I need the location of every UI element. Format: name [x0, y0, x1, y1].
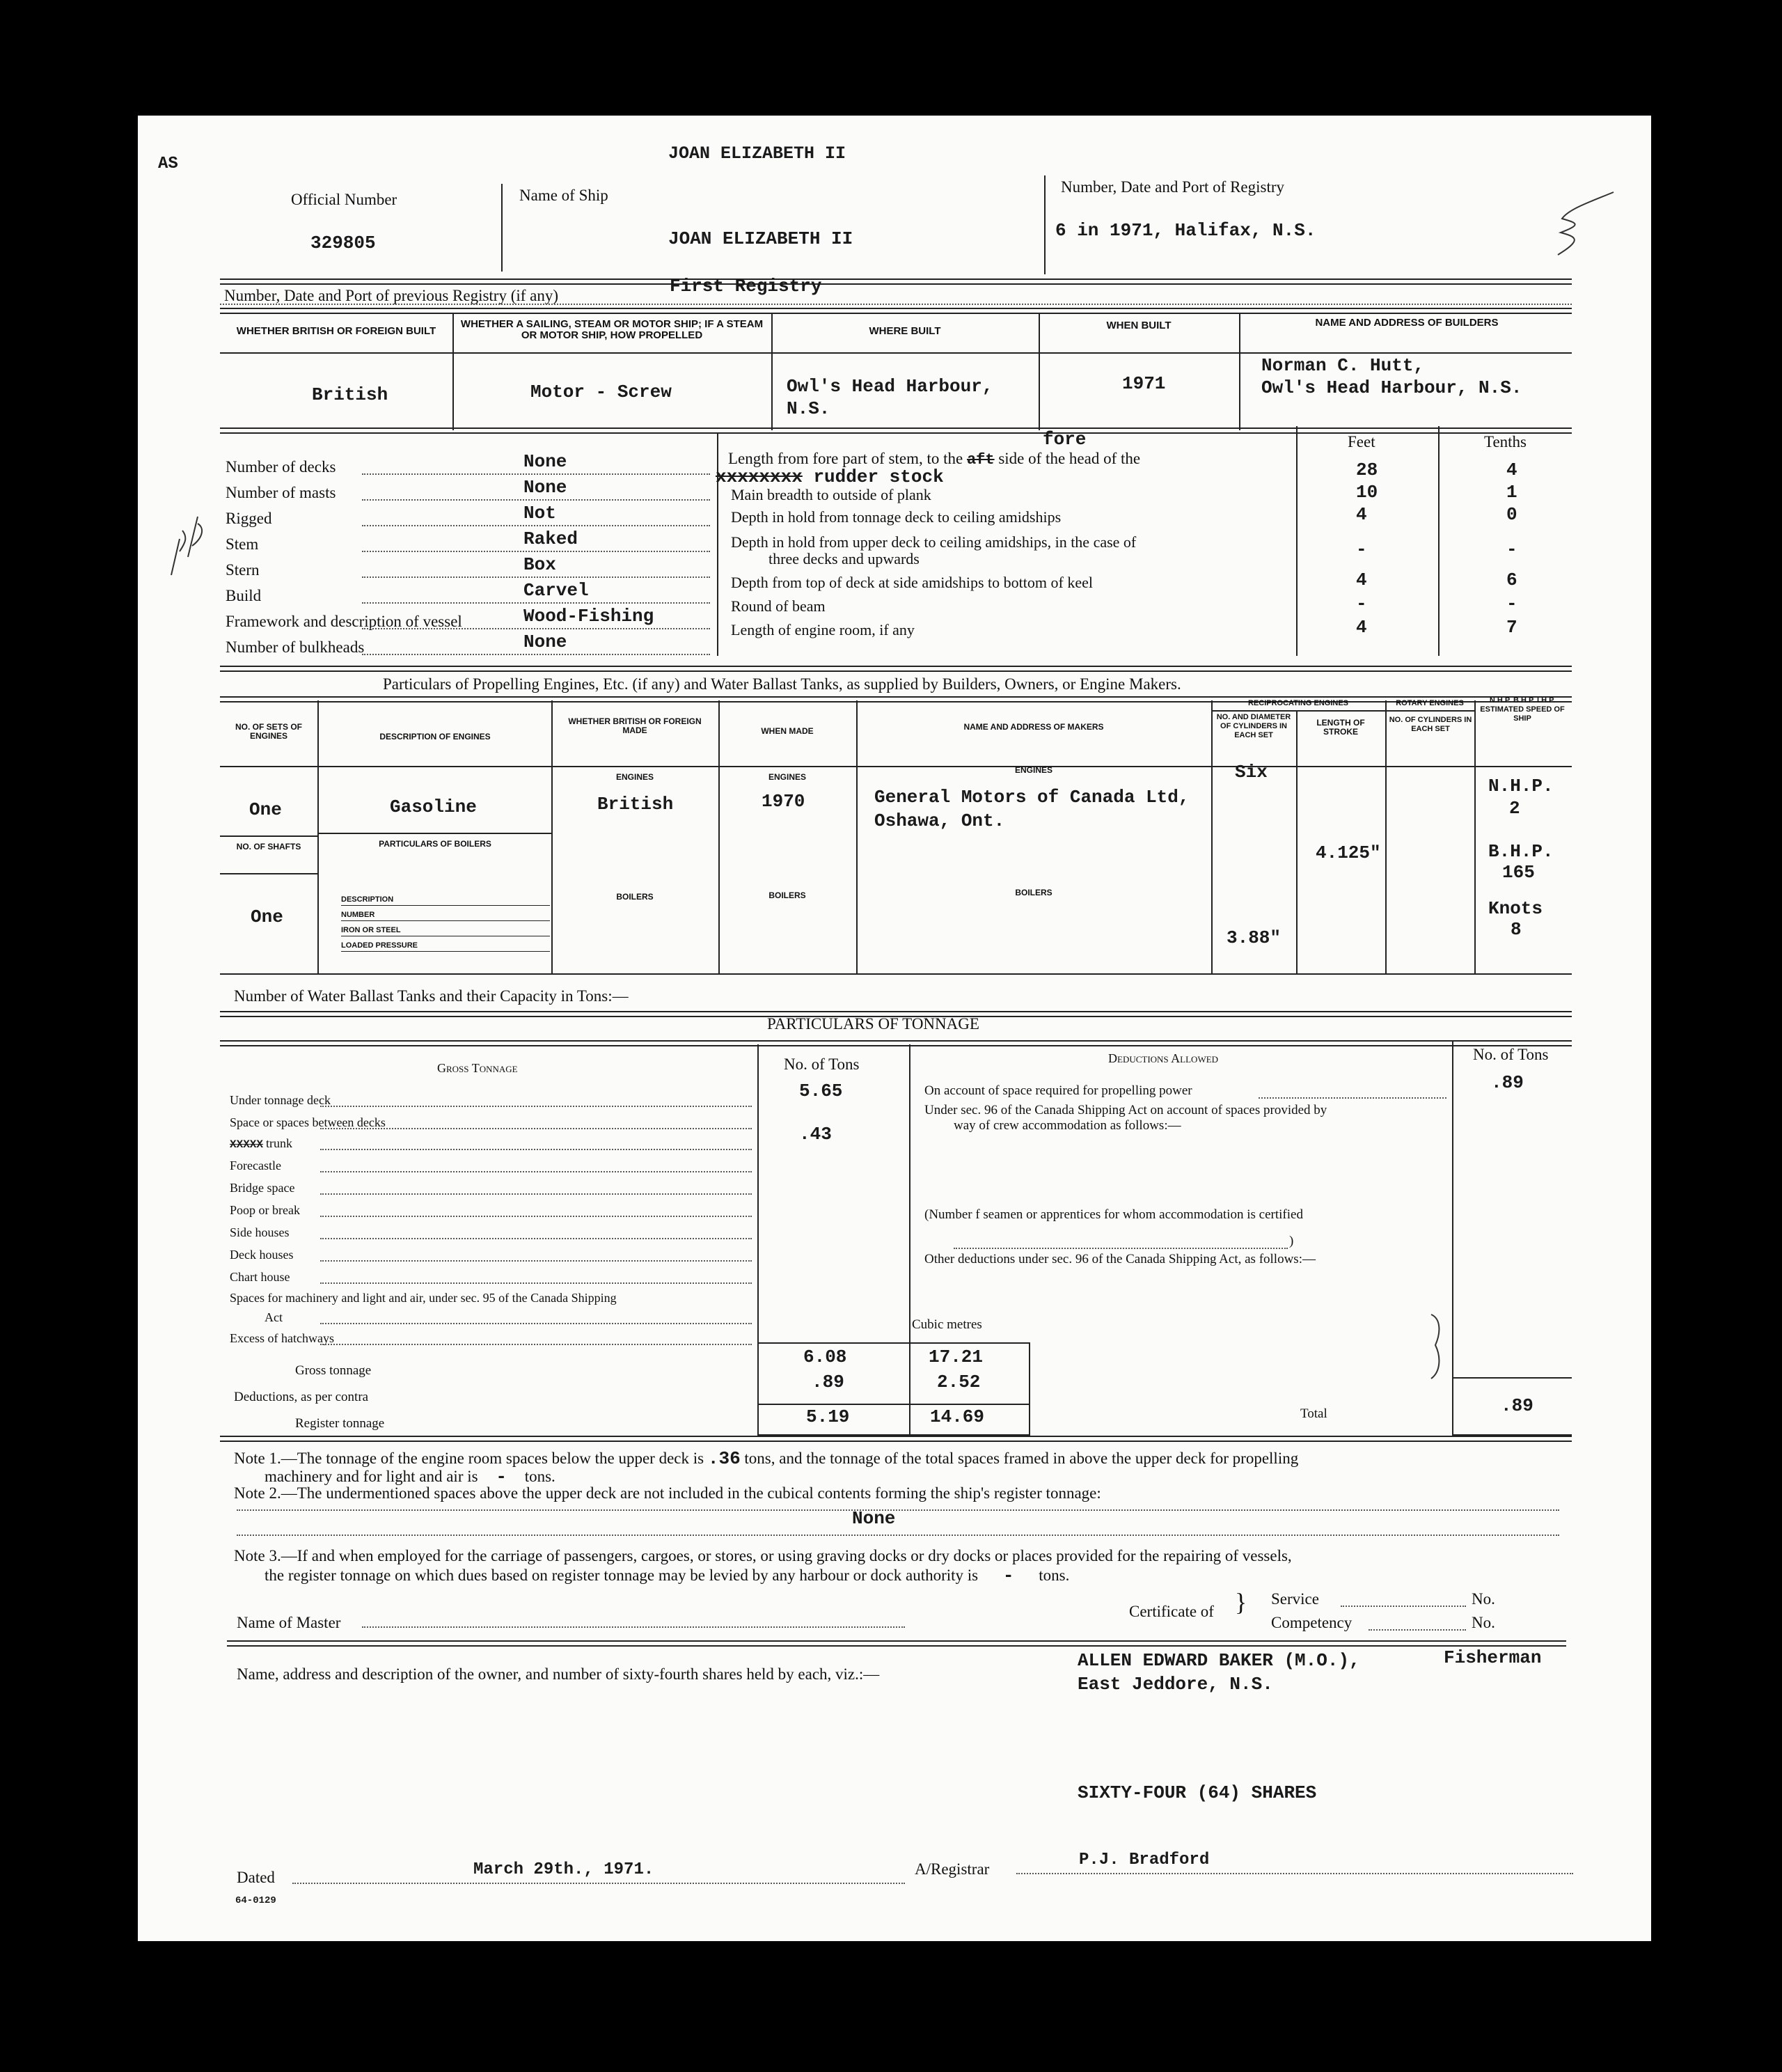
header-rotary: ROTARY ENGINES — [1396, 699, 1464, 707]
tonnage-title: PARTICULARS OF TONNAGE — [767, 1015, 979, 1033]
header-sets: NO. OF SETS OF ENGINES — [235, 722, 302, 741]
nhp: 2 — [1509, 798, 1520, 819]
deduct-label: Deductions, as per contra — [234, 1390, 369, 1404]
header-cylinders-diameter: NO. AND DIAMETER OF CYLINDERS IN EACH SET — [1216, 713, 1291, 739]
engine-british: British — [597, 794, 674, 815]
ballast-label: Number of Water Ballast Tanks and their Capacity in Tons:— — [234, 987, 629, 1005]
header-british: WHETHER BRITISH OR FOREIGN MADE — [568, 716, 702, 735]
service-label: Service — [1271, 1590, 1319, 1608]
gross-row-label: Excess of hatchways — [230, 1331, 334, 1345]
brace-mark — [1426, 1312, 1446, 1381]
particular-value: Not — [523, 503, 556, 524]
note1-text-d: tons. — [524, 1468, 555, 1485]
handwritten-mark — [1548, 188, 1625, 265]
particular-value: None — [523, 631, 567, 652]
dimension-feet: 4 — [1356, 570, 1367, 590]
length-strike-2 — [716, 466, 944, 487]
dotted-line — [320, 1128, 752, 1129]
dimension-tenths: 0 — [1506, 504, 1517, 525]
gross-row-label: Bridge space — [230, 1181, 295, 1195]
british-built: British — [312, 384, 388, 405]
dotted-line — [362, 499, 710, 501]
knots: 8 — [1511, 919, 1522, 940]
cylinders: Six — [1235, 762, 1268, 783]
sub-boilers-british: BOILERS — [616, 892, 654, 902]
gross-label: Gross tonnage — [295, 1363, 372, 1378]
header-builders: NAME AND ADDRESS OF BUILDERS — [1315, 317, 1499, 329]
particular-label: Build — [226, 587, 262, 604]
ded-propelling: On account of space required for propelling power — [924, 1083, 1192, 1098]
particular-value: Box — [523, 554, 556, 575]
boiler-field-label: DESCRIPTION — [341, 895, 394, 904]
dimension-feet: 10 — [1356, 482, 1378, 503]
previous-registry-label: Number, Date and Port of previous Registry (if any) — [224, 287, 559, 304]
total-label: Total — [1300, 1406, 1327, 1421]
competency-label: Competency — [1271, 1614, 1353, 1631]
deductions-header: Deductions Allowed — [1108, 1051, 1219, 1065]
header-shafts: NO. OF SHAFTS — [236, 842, 301, 851]
dimension-feet: - — [1356, 593, 1367, 614]
register-cubic: 14.69 — [930, 1406, 985, 1427]
dotted-line — [320, 1106, 752, 1107]
length-label-1: Length from fore part of stem, to the — [728, 450, 963, 467]
particular-value: Wood-Fishing — [523, 606, 654, 627]
official-number-label: Official Number — [291, 191, 397, 208]
header-power-speed: N.H.P. B.H.P. I.H.P. ESTIMATED SPEED OF SHIP — [1480, 696, 1565, 723]
dotted-line — [320, 1260, 752, 1262]
deduct-cubic: 2.52 — [937, 1372, 981, 1392]
dotted-line — [320, 1282, 752, 1284]
header-makers: NAME AND ADDRESS OF MAKERS — [963, 722, 1104, 732]
builder-1: Norman C. Hutt, — [1261, 355, 1425, 376]
particular-value: None — [523, 451, 567, 472]
length-label — [728, 450, 1140, 469]
bhp-label: B.H.P. — [1488, 841, 1554, 862]
diameter: 3.88" — [1227, 927, 1282, 948]
dotted-line — [320, 1323, 752, 1324]
rudder-strike: xxxxxxxx — [716, 466, 803, 487]
engine-when: 1970 — [762, 791, 805, 812]
form-number: 64-0129 — [235, 1895, 276, 1906]
master-label: Name of Master — [237, 1614, 341, 1631]
dimension-tenths: 7 — [1506, 617, 1517, 638]
particular-value: None — [523, 477, 567, 498]
note1-text-c: machinery and for light and air is — [265, 1468, 478, 1485]
length-label-2: side of the head of the — [998, 450, 1141, 467]
note2-value: None — [852, 1508, 896, 1529]
boiler-field-label: LOADED PRESSURE — [341, 941, 418, 950]
tons-header-right: No. of Tons — [1473, 1046, 1549, 1063]
note3-value: - — [1002, 1565, 1014, 1586]
where-built-2: N.S. — [787, 398, 830, 419]
ship-name: JOAN ELIZABETH II — [668, 228, 853, 249]
note1-value: .36 — [707, 1448, 741, 1469]
registry-value: 6 in 1971, Halifax, N.S. — [1055, 220, 1316, 241]
dotted-line — [320, 1171, 752, 1172]
dimension-feet: 4 — [1356, 617, 1367, 638]
dimension-tenths: - — [1506, 539, 1517, 560]
note1-text-b: tons, and the tonnage of the total spaces framed in above the upper deck for propelling — [744, 1450, 1299, 1467]
gross-row-label-2: Act — [265, 1310, 283, 1324]
gross-row-label: Chart house — [230, 1270, 290, 1284]
dimension-feet: - — [1356, 539, 1367, 560]
dotted-line — [320, 1238, 752, 1239]
dotted-line — [362, 602, 710, 604]
boiler-field-label: NUMBER — [341, 911, 375, 919]
registrar-value: P.J. Bradford — [1079, 1851, 1210, 1869]
dated-value: March 29th., 1971. — [473, 1860, 654, 1879]
dotted-line — [362, 576, 710, 578]
registry-label: Number, Date and Port of Registry — [1061, 178, 1285, 196]
nhp-label: N.H.P. — [1488, 776, 1554, 796]
builder-2: Owl's Head Harbour, N.S. — [1261, 377, 1522, 398]
dimension-label: Round of beam — [731, 597, 826, 615]
header-reciprocating: RECIPROCATING ENGINES — [1247, 699, 1349, 707]
particular-label: Framework and description of vessel — [226, 613, 462, 630]
header-ship-name: JOAN ELIZABETH II — [668, 143, 846, 164]
header-description: DESCRIPTION OF ENGINES — [379, 732, 491, 741]
sub-boilers-when: BOILERS — [768, 890, 806, 900]
dimension-feet: 4 — [1356, 504, 1367, 525]
dimension-tenths: 4 — [1506, 460, 1517, 480]
particular-label: Stem — [226, 535, 259, 553]
ded-other: Other deductions under sec. 96 of the Canada Shipping Act, as follows:— — [924, 1252, 1316, 1266]
owner-address: East Jeddore, N.S. — [1078, 1674, 1273, 1695]
dotted-line — [320, 1193, 752, 1195]
boiler-field-line — [341, 920, 550, 921]
dimension-label: Depth from top of deck at side amidships to bottom of keel — [731, 574, 1093, 591]
certificate-label: Certificate of — [1129, 1603, 1214, 1620]
tenths-header: Tenths — [1484, 433, 1527, 450]
official-number: 329805 — [310, 233, 376, 253]
header-where-built: WHERE BUILT — [869, 325, 941, 337]
shares: SIXTY-FOUR (64) SHARES — [1078, 1782, 1317, 1803]
particular-label: Number of bulkheads — [226, 638, 365, 656]
ded-seamen-close: ) — [1289, 1234, 1294, 1248]
ship-name-label: Name of Ship — [519, 187, 608, 204]
ded-crew-1: Under sec. 96 of the Canada Shipping Act on account of spaces provided by — [924, 1103, 1327, 1117]
dimension-tenths: 6 — [1506, 570, 1517, 590]
dimension-label: Length of engine room, if any — [731, 621, 915, 638]
shafts: One — [251, 907, 283, 927]
gross-header: Gross Tonnage — [437, 1061, 518, 1075]
when-built: 1971 — [1122, 373, 1166, 394]
owner-occupation: Fisherman — [1444, 1647, 1542, 1668]
feet-header: Feet — [1348, 433, 1375, 450]
dimension-tenths: 1 — [1506, 482, 1517, 503]
corner-mark: AS — [158, 155, 178, 173]
gross-row-label: Deck houses — [230, 1248, 294, 1262]
boiler-field-label: IRON OR STEEL — [341, 926, 401, 934]
dotted-line — [362, 628, 710, 629]
gross-row-label: Under tonnage deck — [230, 1093, 331, 1107]
total-value: .89 — [1501, 1395, 1533, 1416]
sub-boilers-makers: BOILERS — [1015, 888, 1052, 897]
sub-engines-makers: ENGINES — [1014, 765, 1052, 775]
gross-row-label: Poop or break — [230, 1203, 300, 1217]
note3-text-c: tons. — [1039, 1567, 1070, 1584]
header-cylinders-rotary: NO. OF CYLINDERS IN EACH SET — [1389, 716, 1472, 733]
sub-engines-when: ENGINES — [768, 772, 806, 782]
dotted-line — [362, 525, 710, 526]
header-boilers: PARTICULARS OF BOILERS — [379, 839, 491, 849]
registrar-label: A/Registrar — [915, 1860, 990, 1878]
boiler-field-line — [341, 905, 550, 906]
dotted-line — [320, 1344, 752, 1345]
dimension-label-2: three decks and upwards — [768, 550, 920, 567]
gross-row-label: Spaces for machinery and light and air, under sec. 95 of the Canada Shipping — [230, 1291, 617, 1305]
owner-label: Name, address and description of the owner, and number of sixty-fourth shares held by each, viz.:— — [237, 1665, 880, 1683]
maker-1: General Motors of Canada Ltd, — [874, 787, 1190, 808]
note-3: Note 3.—If and when employed for the carriage of passengers, cargoes, or stores, or using graving docks or dry docks or places provided for the repairing of vessels, — [234, 1547, 1292, 1564]
dotted-line — [320, 1149, 752, 1150]
owner-name: ALLEN EDWARD BAKER (M.O.), — [1078, 1650, 1360, 1671]
gross-row-label: Forecastle — [230, 1159, 281, 1172]
maker-2: Oshawa, Ont. — [874, 810, 1005, 831]
register-tons: 5.19 — [806, 1406, 850, 1427]
note-2: Note 2.—The undermentioned spaces above the upper deck are not included in the cubical contents forming the ship's register tonnage: — [234, 1484, 1101, 1502]
propulsion: Motor - Screw — [530, 382, 672, 402]
knots-label: Knots — [1488, 898, 1543, 919]
dimension-feet: 28 — [1356, 460, 1378, 480]
particular-label: Number of masts — [226, 484, 336, 501]
particular-label: Number of decks — [226, 458, 336, 476]
dimension-label: Depth in hold from tonnage deck to ceiling amidships — [731, 508, 1062, 526]
note-3b — [265, 1565, 1069, 1586]
competency-no: No. — [1472, 1614, 1495, 1631]
ded-propelling-value: .89 — [1491, 1072, 1524, 1093]
gross-row-label — [230, 1136, 292, 1151]
length-strike-1: aft — [966, 451, 995, 469]
gross-row-text: trunk — [266, 1136, 293, 1150]
dimension-label: Main breadth to outside of plank — [731, 486, 931, 503]
particular-value: Carvel — [523, 580, 589, 601]
header-when-built: WHEN BUILT — [1106, 320, 1172, 331]
note1-text: Note 1.—The tonnage of the engine room spaces below the upper deck is — [234, 1450, 704, 1467]
header-propulsion: WHETHER A SAILING, STEAM OR MOTOR SHIP; IF A STEAM OR MOTOR SHIP, HOW PROPELLED — [460, 318, 764, 341]
rudder-stock: rudder stock — [813, 466, 944, 487]
previous-registry-value: First Registry — [670, 276, 822, 297]
sub-engines-british: ENGINES — [615, 772, 654, 782]
service-no: No. — [1472, 1590, 1495, 1608]
margin-initials — [164, 503, 213, 579]
tons-header: No. of Tons — [784, 1055, 860, 1073]
ded-crew-2: way of crew accommodation as follows:— — [954, 1118, 1181, 1133]
certificate-brace: } — [1235, 1588, 1247, 1616]
gross-cubic: 17.21 — [929, 1347, 984, 1367]
register-label: Register tonnage — [295, 1416, 385, 1431]
engines-section-title: Particulars of Propelling Engines, Etc. (if any) and Water Ballast Tanks, as supplied by Builders, Owners, or Engine Makers. — [383, 675, 1181, 693]
bhp: 165 — [1502, 862, 1535, 883]
cubic-label: Cubic metres — [912, 1317, 982, 1332]
particular-label: Rigged — [226, 510, 272, 527]
engine-description: Gasoline — [390, 796, 477, 817]
gross-row-label: Side houses — [230, 1225, 290, 1239]
dated-label: Dated — [237, 1869, 275, 1886]
length-typed-fore: fore — [1043, 429, 1087, 450]
header-when-made: WHEN MADE — [761, 726, 814, 736]
note1-value2: - — [496, 1466, 507, 1487]
particular-value: Raked — [523, 528, 578, 549]
ded-seamen: (Number f seamen or apprentices for whom accommodation is certified — [924, 1207, 1303, 1222]
gross-row-value: .43 — [799, 1124, 832, 1145]
note3-text-b: the register tonnage on which dues based on register tonnage may be levied by any harbour or dock authority is — [265, 1567, 979, 1584]
gross-row-label: Space or spaces between decks — [230, 1115, 386, 1129]
dotted-line — [362, 473, 710, 475]
dotted-line — [320, 1216, 752, 1217]
engine-sets: One — [249, 799, 282, 820]
deduct-tons: .89 — [812, 1372, 844, 1392]
gross-row-value: 5.65 — [799, 1081, 843, 1101]
header-british-foreign: WHETHER BRITISH OR FOREIGN BUILT — [236, 325, 436, 337]
gross-tons: 6.08 — [803, 1347, 847, 1367]
dimension-label: Depth in hold from upper deck to ceiling amidships, in the case of — [731, 533, 1137, 551]
gross-row-strike: XXXXX — [230, 1138, 264, 1151]
dimension-tenths: - — [1506, 593, 1517, 614]
where-built-1: Owl's Head Harbour, — [787, 376, 993, 397]
boiler-field-line — [341, 951, 550, 952]
header-stroke: LENGTH OF STROKE — [1316, 718, 1365, 737]
stroke: 4.125" — [1316, 842, 1381, 863]
particular-label: Stern — [226, 561, 260, 579]
dotted-line — [362, 654, 710, 655]
dotted-line — [362, 551, 710, 552]
